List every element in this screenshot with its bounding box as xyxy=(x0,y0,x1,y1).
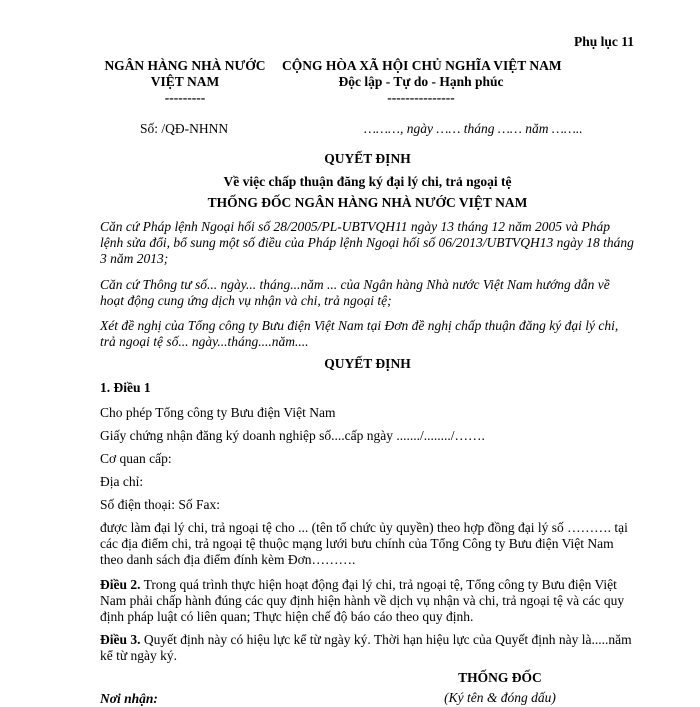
recipients-label: Nơi nhận: xyxy=(100,691,158,706)
legal-basis-2: Căn cứ Thông tư số... ngày... tháng...năm ... của Ngân hàng Nhà nước Việt Nam hướng dẫn về hoạt động cung ứng dịch vụ nhận và chi, trả ngoại tệ; xyxy=(100,277,610,308)
decision-number: Số: /QĐ-NHNN xyxy=(140,121,229,136)
article-3 xyxy=(100,632,634,664)
issuing-agency xyxy=(92,58,278,106)
article-1-line: Địa chỉ: xyxy=(100,474,144,489)
legal-basis-3: Xét đề nghị của Tổng công ty Bưu điện Việt Nam tại Đơn đề nghị chấp thuận đăng ký đại lý chi, trả ngoại tệ số... ngày...tháng....năm.... xyxy=(100,318,619,349)
article-1-line: Giấy chứng nhận đăng ký doanh nghiệp số....cấp ngày ......./......../……. xyxy=(100,428,485,443)
article-3-label: Điều 3. xyxy=(100,632,141,647)
decision-date: ………, ngày …… tháng …… năm …….. xyxy=(364,121,583,136)
agency-line-2: VIỆT NAM xyxy=(150,74,220,89)
document-title: QUYẾT ĐỊNH xyxy=(324,151,411,166)
agency-dashes: --------- xyxy=(164,90,206,105)
article-1-line: Số điện thoại: Số Fax: xyxy=(100,497,221,512)
article-3-text: Quyết định này có hiệu lực kể từ ngày ký. Thời hạn hiệu lực của Quyết định này là.....năm kể từ ngày ký. xyxy=(100,632,632,663)
article-2 xyxy=(100,577,634,625)
signer-note: (Ký tên & đóng dấu) xyxy=(444,690,556,705)
appendix-label: Phụ lục 11 xyxy=(573,34,634,49)
legal-basis-1: Căn cứ Pháp lệnh Ngoại hối số 28/2005/PL-UBTVQH11 ngày 13 tháng 12 năm 2005 và Pháp lệnh sửa đổi, bổ sung một số điều của Pháp lệnh Ngoại hối số 06/2013/UBTVQH13 ngày 18 tháng 3 năm 2013; xyxy=(100,219,634,266)
article-1-paragraph: được làm đại lý chi, trả ngoại tệ cho ... (tên tổ chức ủy quyền) theo hợp đồng đại lý số ………. tại các địa điểm chi, trả ngoại tệ thuộc mạng lưới bưu chính của Tổng Công ty Bưu điện Việt Nam theo danh sách địa điểm đính kèm Đơn………. xyxy=(100,520,628,567)
motto-dashes: --------------- xyxy=(387,90,455,105)
national-motto xyxy=(282,58,560,106)
motto: Độc lập - Tự do - Hạnh phúc xyxy=(338,74,504,89)
article-1-line: Cơ quan cấp: xyxy=(100,451,172,466)
agency-line-1: NGÂN HÀNG NHÀ NƯỚC xyxy=(104,58,266,73)
article-2-label: Điều 2. xyxy=(100,577,141,592)
article-2-text: Trong quá trình thực hiện hoạt động đại lý chi, trả ngoại tệ, Tổng công ty Bưu điện Việt Nam phải chấp hành đúng các quy định hiện hành về dịch vụ nhận và chi, trả ngoại tệ và các quy định pháp luật có liên quan; Thực hiện chế độ báo cáo theo quy định. xyxy=(100,577,625,624)
article-1-heading: 1. Điều 1 xyxy=(100,380,151,395)
article-1-line: Cho phép Tổng công ty Bưu điện Việt Nam xyxy=(100,405,336,420)
document-subtitle: Về việc chấp thuận đăng ký đại lý chi, trả ngoại tệ xyxy=(223,174,512,189)
signer-title: THỐNG ĐỐC xyxy=(458,670,542,685)
issuing-authority: THỐNG ĐỐC NGÂN HÀNG NHÀ NƯỚC VIỆT NAM xyxy=(207,195,528,210)
country-name: CỘNG HÒA XÃ HỘI CHỦ NGHĨA VIỆT NAM xyxy=(282,58,562,73)
decision-heading: QUYẾT ĐỊNH xyxy=(324,356,411,371)
